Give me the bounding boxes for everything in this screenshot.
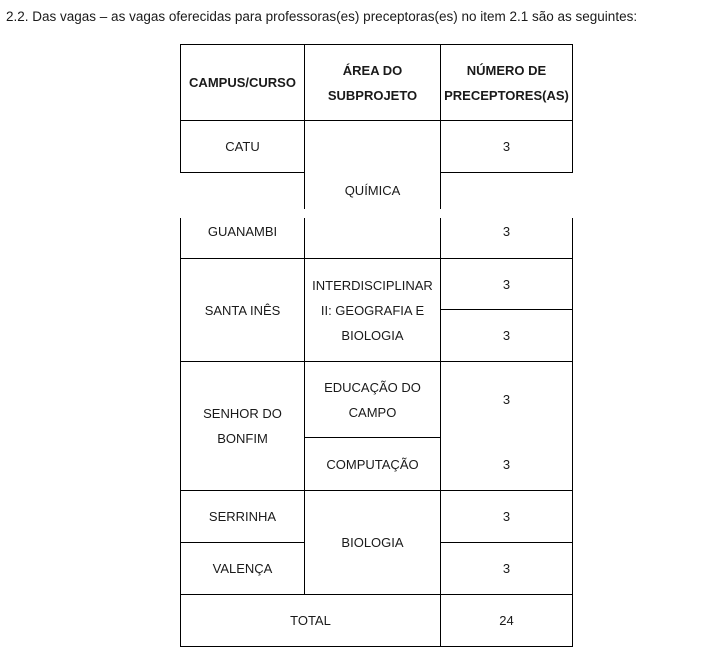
area-computacao xyxy=(305,438,440,490)
number-guanambi-text: 3 xyxy=(502,223,511,239)
campus-santa-ines-text: SANTA INÊS xyxy=(204,302,281,318)
area-interdisciplinar-line2: II: GEOGRAFIA E xyxy=(320,302,425,318)
campus-valenca xyxy=(181,543,304,594)
number-catu-text: 3 xyxy=(502,139,511,154)
campus-senhor-do-bonfim xyxy=(181,362,304,490)
number-santa-ines-1-text: 3 xyxy=(502,276,511,292)
header-area xyxy=(305,45,440,120)
table-rule xyxy=(572,44,573,173)
area-interdisciplinar-line3: BIOLOGIA xyxy=(341,327,404,343)
campus-serrinha-text: SERRINHA xyxy=(208,509,277,524)
campus-serrinha xyxy=(181,491,304,542)
number-senhor-computacao xyxy=(441,438,572,490)
number-senhor-computacao-text: 3 xyxy=(502,456,511,472)
area-interdisciplinar xyxy=(305,259,440,361)
header-numero-line2: PRECEPTORES(AS) xyxy=(444,87,569,103)
table-rule xyxy=(440,172,573,173)
campus-catu xyxy=(181,121,304,172)
intro-paragraph: 2.2. Das vagas – as vagas oferecidas para professoras(es) preceptoras(es) no item 2.1 são as seguintes: xyxy=(6,9,638,24)
header-area-line1: ÁREA DO xyxy=(342,62,403,78)
number-catu xyxy=(441,121,572,172)
campus-santa-ines xyxy=(181,259,304,361)
campus-senhor-line1: SENHOR DO xyxy=(203,406,282,421)
area-educacao-line2: CAMPO xyxy=(348,404,397,420)
number-serrinha-text: 3 xyxy=(502,509,511,524)
area-educacao-line1: EDUCAÇÃO DO xyxy=(324,379,421,395)
number-senhor-educacao-text: 3 xyxy=(502,392,511,407)
campus-guanambi-text: GUANAMBI xyxy=(207,223,278,239)
header-numero xyxy=(441,45,572,120)
number-serrinha xyxy=(441,491,572,542)
header-area-line2: SUBPROJETO xyxy=(327,87,418,103)
table-rule xyxy=(572,218,573,647)
number-santa-ines-1 xyxy=(441,259,572,309)
area-quimica xyxy=(305,172,440,208)
total-value-text: 24 xyxy=(499,613,514,628)
total-label-text: TOTAL xyxy=(290,613,331,628)
table-rule xyxy=(180,646,573,647)
area-quimica-text: QUÍMICA xyxy=(344,182,401,198)
table-rule xyxy=(180,172,304,173)
area-interdisciplinar-line1: INTERDISCIPLINAR xyxy=(312,277,433,293)
header-numero-line1: NÚMERO DE xyxy=(466,62,547,78)
header-campus-text: CAMPUS/CURSO xyxy=(189,75,296,90)
header-campus xyxy=(181,45,304,120)
number-senhor-educacao xyxy=(441,362,572,437)
area-biologia xyxy=(305,491,440,594)
area-educacao-do-campo xyxy=(305,362,440,437)
campus-catu-text: CATU xyxy=(225,139,260,154)
number-santa-ines-2-text: 3 xyxy=(502,328,511,343)
campus-guanambi xyxy=(181,218,304,244)
number-valenca xyxy=(441,543,572,594)
campus-valenca-text: VALENÇA xyxy=(212,561,273,576)
total-value xyxy=(441,595,572,646)
area-computacao-text: COMPUTAÇÃO xyxy=(326,456,419,472)
campus-senhor-line2: BONFIM xyxy=(217,431,268,446)
number-santa-ines-2 xyxy=(441,310,572,361)
area-biologia-text: BIOLOGIA xyxy=(341,535,404,550)
number-guanambi xyxy=(441,218,572,244)
number-valenca-text: 3 xyxy=(502,561,511,576)
total-label xyxy=(181,595,440,646)
